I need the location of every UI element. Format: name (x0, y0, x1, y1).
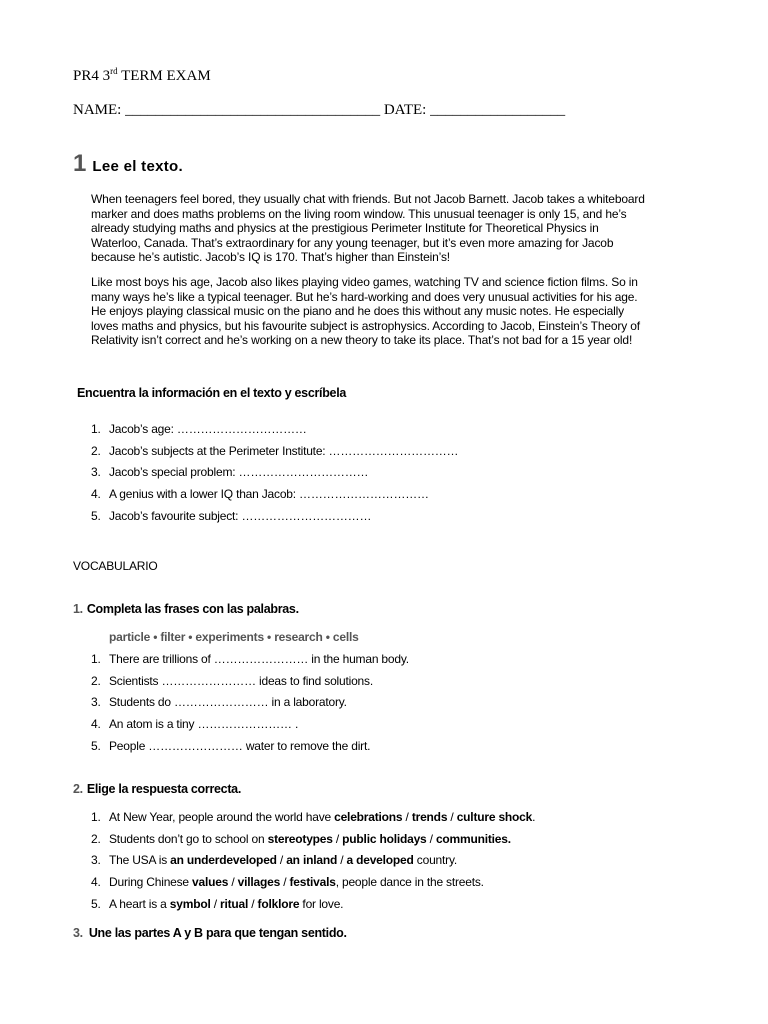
option-2: public holidays (342, 831, 427, 846)
option-3: a developed (346, 853, 414, 868)
exercise-number: 3. (73, 926, 83, 940)
exam-title-ordinal: rd (110, 66, 118, 76)
item-text: Jacob’s special problem: …………………………… (109, 465, 369, 480)
item-text: Jacob’s favourite subject: …………………………… (109, 509, 372, 524)
option-3: folklore (257, 897, 300, 912)
exercise-title: Une las partes A y B para que tengan sentido. (88, 926, 347, 940)
option-3: culture shock (456, 809, 533, 824)
exercise-title: Elige la respuesta correcta. (86, 782, 242, 796)
list-item (91, 505, 458, 527)
item-number: 1. (91, 421, 101, 436)
item-text (109, 832, 511, 846)
option-3: festivals (289, 875, 336, 890)
item-number: 1. (91, 651, 101, 666)
item-number: 5. (91, 739, 101, 754)
exercise-number: 1. (73, 602, 83, 616)
item-text: There are trillions of …………………… in the human body. (109, 651, 409, 666)
option-separator: / (332, 831, 343, 846)
item-text: People …………………… water to remove the dirt. (109, 739, 371, 754)
list-item (91, 648, 409, 670)
item-number: 4. (91, 875, 101, 890)
complete-list (91, 648, 409, 757)
option-separator: / (210, 897, 220, 912)
item-number: 3. (91, 465, 101, 480)
list-item (91, 806, 535, 828)
item-text (109, 810, 535, 824)
exam-title (73, 68, 211, 85)
list-item (91, 828, 535, 850)
item-text: Scientists …………………… ideas to find solutions. (109, 673, 373, 688)
sentence-end: , people dance in the streets. (335, 875, 484, 890)
option-separator: / (337, 853, 347, 868)
option-separator: / (402, 809, 412, 824)
name-date-line: NAME: __________________________________ DATE: __________________ (73, 102, 566, 118)
option-2: an inland (286, 853, 338, 868)
option-1: symbol (169, 897, 211, 912)
list-item (91, 713, 409, 735)
item-text (109, 875, 484, 889)
list-item (91, 893, 535, 915)
item-number: 2. (91, 673, 101, 688)
item-number: 2. (91, 831, 101, 846)
sentence-end: for love. (299, 897, 344, 912)
exercise-number: 2. (73, 782, 83, 796)
item-text (109, 853, 457, 867)
item-number: 4. (91, 487, 101, 502)
list-item (91, 462, 458, 484)
item-number: 5. (91, 897, 101, 912)
reading-paragraph-2: Like most boys his age, Jacob also likes playing video games, watching TV and science fiction films. So in many ways he’s like a typical teenager. But he’s hard-working and does very unusual activities for his age. He enjoys playing classical music on the piano and he does this without any music notes. He especially loves maths and physics, but his favourite subject is astrophysics. According to Jacob, Einstein’s Theory of Relativity isn’t correct and he’s working on a new theory to take its place. That’s not bad for a 15 year old! (91, 275, 640, 347)
find-info-list (91, 418, 458, 527)
exam-title-prefix: PR4 3 (73, 68, 111, 84)
sentence-start: The USA is (109, 853, 171, 868)
option-2: villages (237, 875, 281, 890)
item-text: A genius with a lower IQ than Jacob: …………………………… (109, 487, 429, 502)
list-item (91, 483, 458, 505)
exam-title-suffix: TERM EXAM (117, 68, 211, 84)
list-item (91, 440, 458, 462)
option-3: communities. (435, 831, 511, 846)
complete-heading (73, 602, 299, 616)
sentence-start: At New Year, people around the world have (109, 809, 335, 824)
option-1: celebrations (334, 809, 403, 824)
list-item (91, 670, 409, 692)
choose-heading (73, 782, 241, 796)
reading-paragraph-1: When teenagers feel bored, they usually chat with friends. But not Jacob Barnett. Jacob takes a whiteboard marker and does maths problems on the living room window. This unusual teenager is only 15, and he’s already studying maths and physics at the prestigious Perimeter Institute for Theoretical Physics in Waterloo, Canada. That’s extraordinary for any young teenager, but it’s even more amazing for Jacob because he’s autistic. Jacob’s IQ is 170. That’s higher than Einstein’s! (91, 192, 645, 264)
item-number: 5. (91, 509, 101, 524)
item-number: 1. (91, 809, 101, 824)
option-1: values (192, 875, 229, 890)
option-separator: / (276, 853, 287, 868)
section-reading-heading (73, 150, 183, 178)
sentence-end: country. (413, 853, 457, 868)
option-separator: / (280, 875, 290, 890)
item-text (109, 897, 343, 911)
item-number: 3. (91, 695, 101, 710)
exercise-title: Completa las frases con las palabras. (86, 602, 299, 616)
item-text: An atom is a tiny …………………… . (109, 717, 299, 732)
list-item (91, 692, 409, 714)
option-separator: / (248, 897, 258, 912)
option-2: ritual (220, 897, 249, 912)
option-separator: / (447, 809, 457, 824)
sentence-end: . (532, 809, 536, 824)
section-label: Lee el texto. (92, 158, 183, 175)
option-1: stereotypes (267, 831, 333, 846)
sentence-start: A heart is a (109, 897, 170, 912)
list-item (91, 871, 535, 893)
sentence-start: During Chinese (109, 875, 193, 890)
join-heading (73, 926, 347, 940)
item-text: Students do …………………… in a laboratory. (109, 695, 347, 710)
vocabulary-label: VOCABULARIO (73, 559, 158, 573)
list-item (91, 735, 409, 757)
option-1: an underdeveloped (170, 853, 277, 868)
list-item (91, 850, 535, 872)
item-number: 2. (91, 443, 101, 458)
choose-list (91, 806, 535, 915)
item-number: 3. (91, 853, 101, 868)
section-number: 1 (73, 150, 87, 177)
item-text: Jacob’s age: …………………………… (109, 421, 307, 436)
option-2: trends (411, 809, 448, 824)
sentence-start: Students don’t go to school on (109, 831, 268, 846)
option-separator: / (228, 875, 238, 890)
option-separator: / (426, 831, 436, 846)
word-bank: particle • filter • experiments • research • cells (109, 630, 359, 644)
item-text: Jacob’s subjects at the Perimeter Institute: …………………………… (109, 443, 459, 458)
list-item (91, 418, 458, 440)
find-info-heading: Encuentra la información en el texto y escríbela (77, 386, 347, 400)
item-number: 4. (91, 717, 101, 732)
